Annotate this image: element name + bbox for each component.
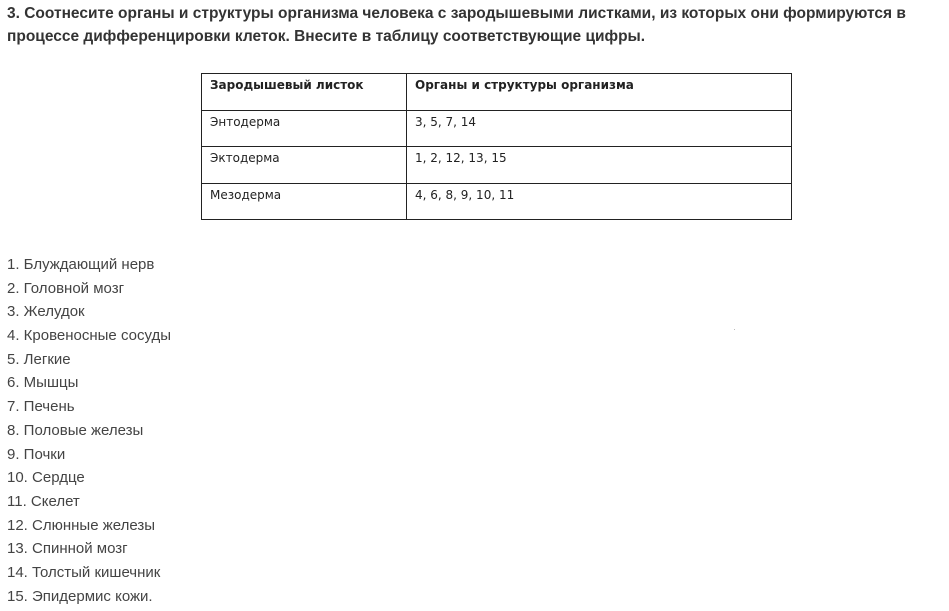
table-cell-germ-layer: Эктодерма (202, 147, 407, 184)
question-line-2: процессе дифференцировки клеток. Внесите в таблицу соответствующие цифры. (7, 28, 646, 45)
list-item: 4. Кровеносные сосуды (7, 327, 171, 345)
table-cell-organs: 1, 2, 12, 13, 15 (407, 147, 792, 184)
table-row (202, 147, 792, 184)
table-header-germ-layer: Зародышевый листок (202, 74, 407, 111)
table-cell-germ-layer: Энтодерма (202, 110, 407, 147)
list-item: 13. Спинной мозг (7, 540, 128, 558)
list-item: 8. Половые железы (7, 421, 144, 439)
list-item: 12. Слюнные железы (7, 516, 156, 534)
table-row (202, 183, 792, 220)
list-item: 6. Мышцы (7, 374, 79, 392)
list-item: 15. Эпидермис кожи. (7, 587, 153, 605)
table-cell-organs: 3, 5, 7, 14 (407, 110, 792, 147)
list-item: 10. Сердце (7, 469, 85, 487)
table-header-organs: Органы и структуры организма (407, 74, 792, 111)
list-item: 1. Блуждающий нерв (7, 256, 155, 273)
list-item: 9. Почки (7, 445, 66, 463)
list-item: 2. Головной мозг (7, 279, 125, 297)
list-item: 14. Толстый кишечник (7, 563, 161, 581)
list-item: 11. Скелет (7, 492, 80, 510)
table-cell-germ-layer: Мезодерма (202, 183, 407, 220)
table-cell-organs: 4, 6, 8, 9, 10, 11 (407, 183, 792, 220)
germ-layer-table (201, 73, 792, 220)
list-item: 3. Желудок (7, 303, 85, 321)
list-item: 5. Легкие (7, 350, 71, 368)
decorative-dot (734, 329, 735, 330)
list-item: 7. Печень (7, 398, 75, 416)
organ-list (7, 253, 171, 608)
table-header-row (202, 74, 792, 111)
table-row (202, 110, 792, 147)
question-line-1: 3. Соотнесите органы и структуры организма человека с зародышевыми листками, из которых они формируются в (7, 5, 906, 22)
question-text (7, 2, 947, 48)
